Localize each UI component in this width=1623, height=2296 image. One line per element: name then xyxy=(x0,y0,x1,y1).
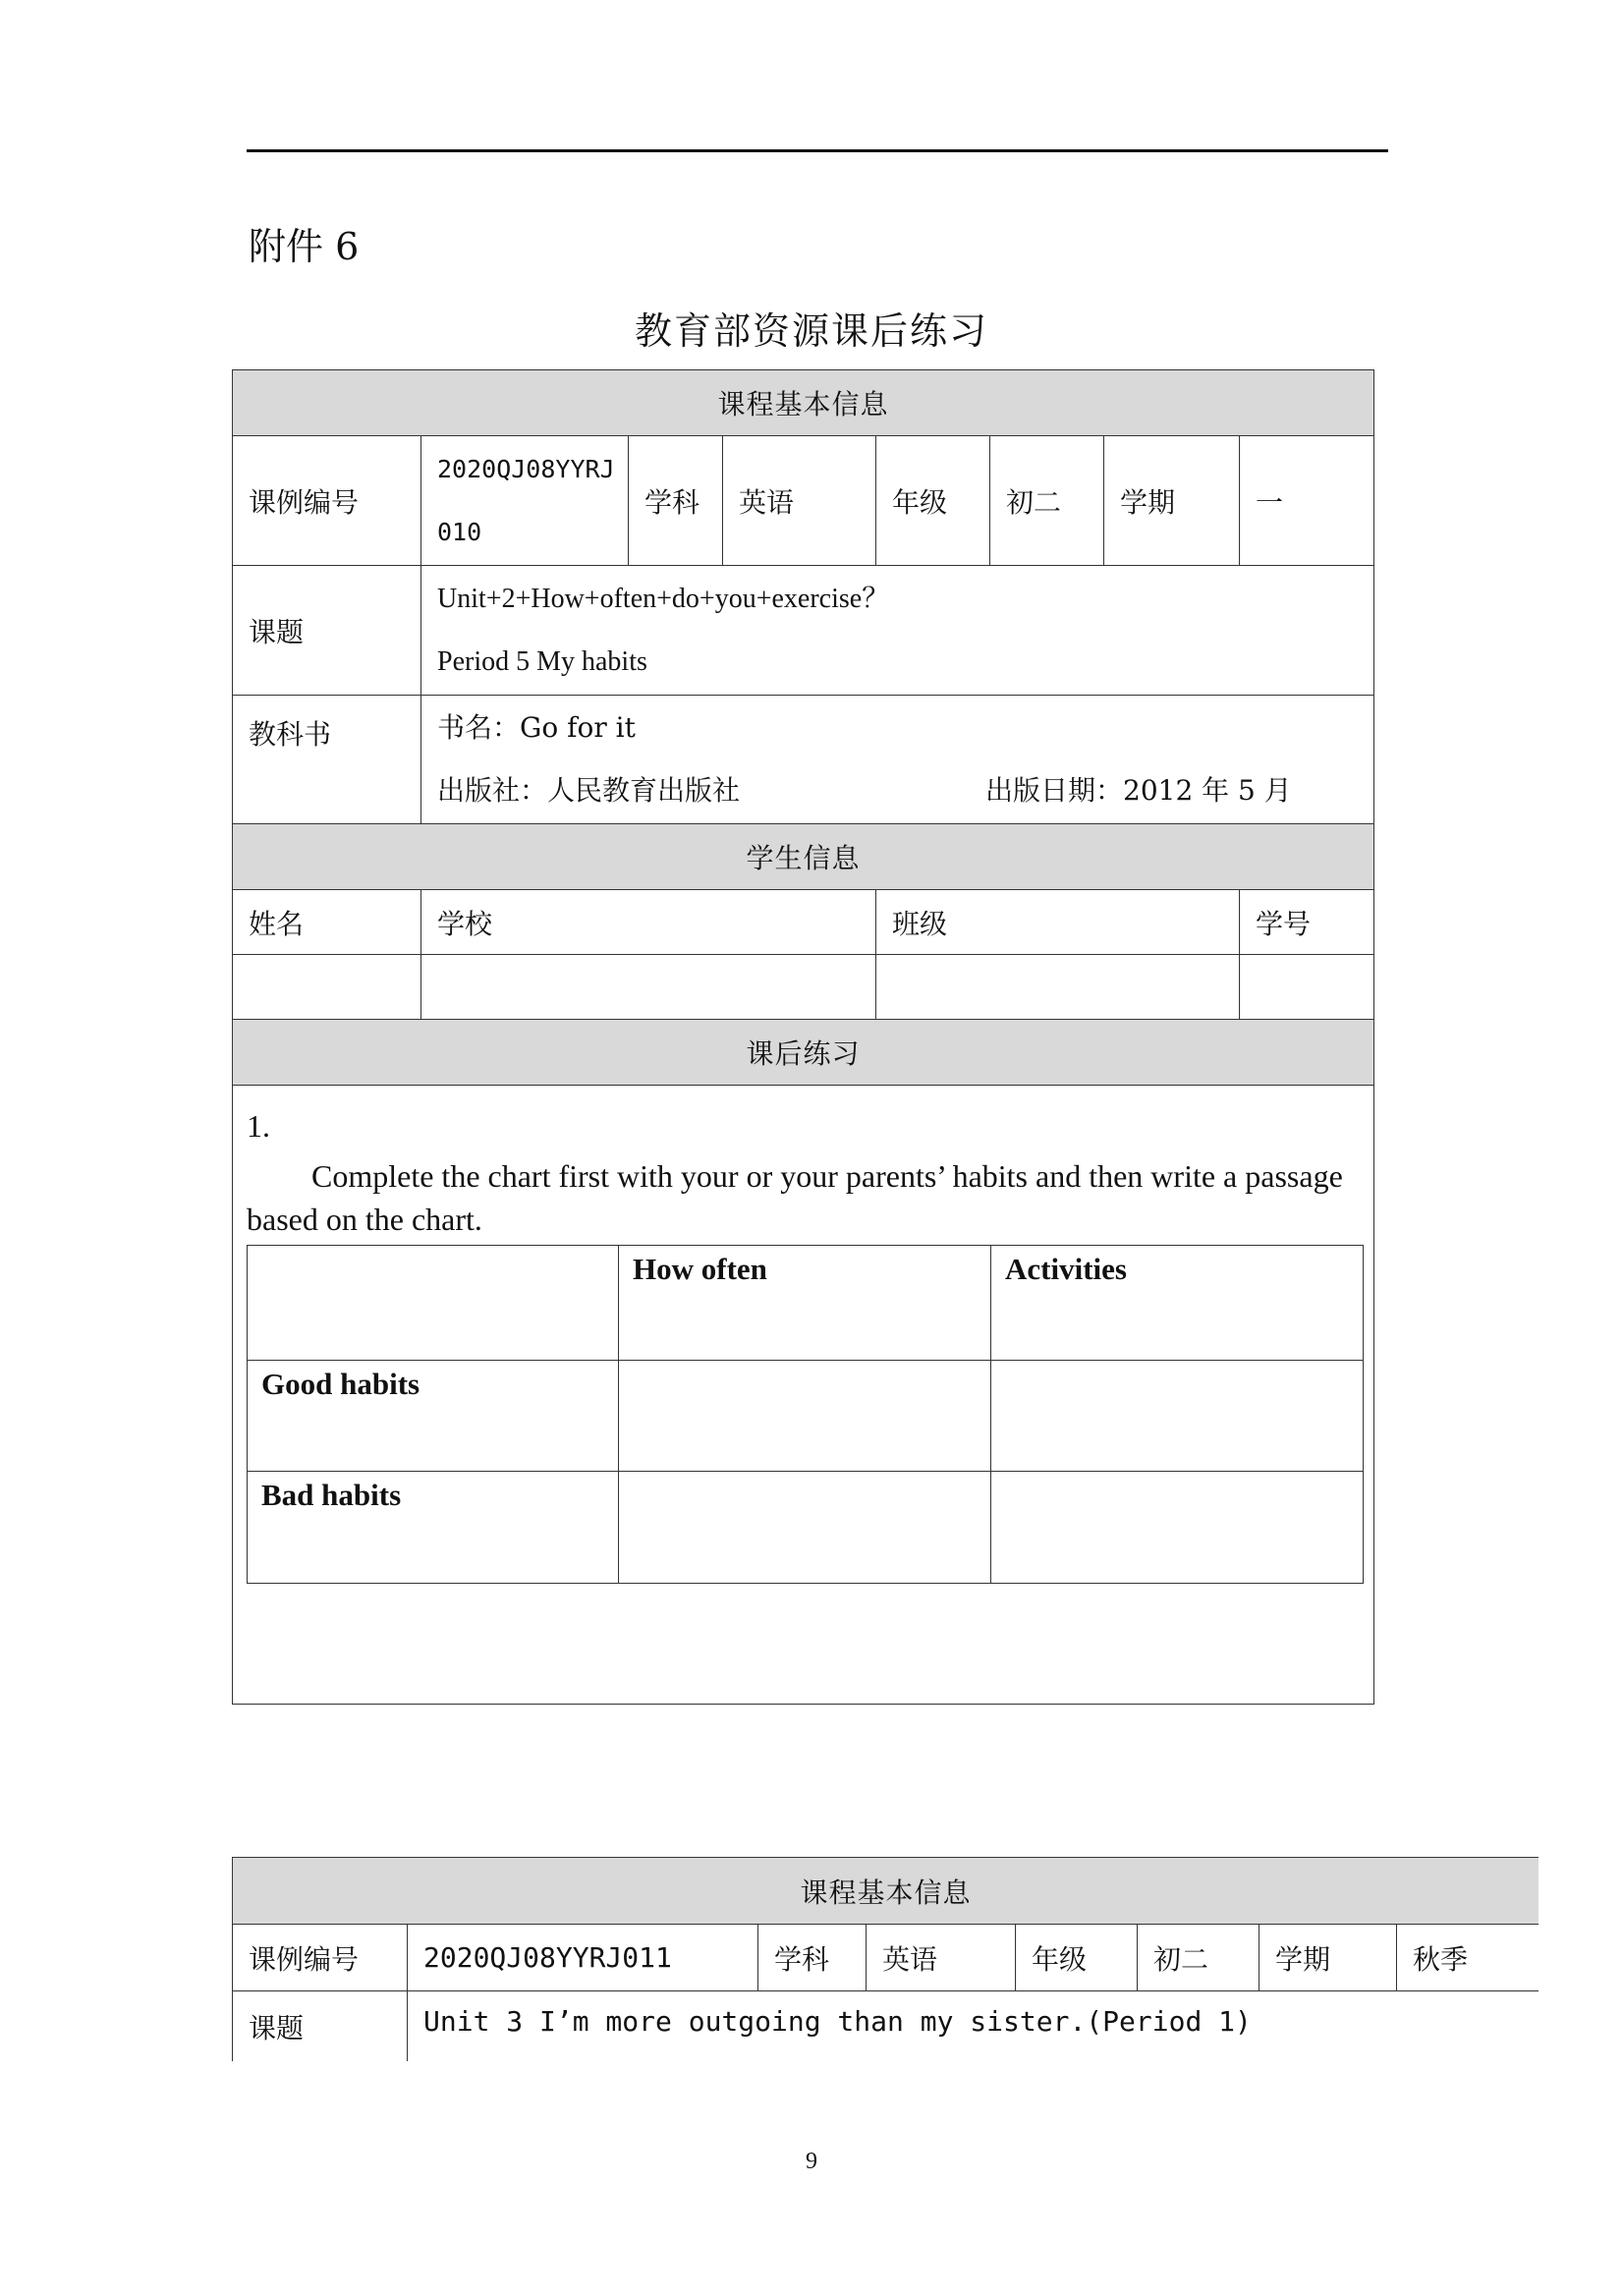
term-label: 学期 xyxy=(1104,436,1240,566)
chart-header-how-often: How often xyxy=(619,1246,991,1361)
class-label: 班级 xyxy=(876,890,1240,955)
school-label: 学校 xyxy=(421,890,876,955)
subject-label-2: 学科 xyxy=(758,1925,867,1991)
exercise-header: 课后练习 xyxy=(233,1020,1374,1086)
course-id-value-2: 2020QJ08YYRJ011 xyxy=(408,1925,758,1991)
topic-line1: Unit+2+How+often+do+you+exercise？ xyxy=(437,583,890,614)
course-id-label: 课例编号 xyxy=(233,436,421,566)
publisher: 出版社：人民教育出版社 xyxy=(437,774,741,807)
topic-value-2: Unit 3 I’m more outgoing than my sister.(Period 1) xyxy=(408,1991,1539,2062)
textbook-label: 教科书 xyxy=(233,696,421,824)
course-id-value xyxy=(421,436,629,566)
course-id-line1: 2020QJ08YYRJ xyxy=(437,454,615,483)
bad-habits-how-often-cell[interactable] xyxy=(619,1472,991,1584)
course-table-2-clip xyxy=(232,1857,1539,2061)
term-value-2: 秋季 xyxy=(1397,1925,1539,1991)
good-habits-activities-cell[interactable] xyxy=(991,1361,1364,1472)
chart-corner-cell xyxy=(248,1246,619,1361)
textbook-value xyxy=(421,696,1374,824)
course-table-2 xyxy=(232,1857,1539,2061)
term-value: 一 xyxy=(1240,436,1374,566)
bad-habits-activities-cell[interactable] xyxy=(991,1472,1364,1584)
topic-label-2: 课题 xyxy=(233,1991,408,2062)
grade-label: 年级 xyxy=(876,436,990,566)
name-label: 姓名 xyxy=(233,890,421,955)
course-info-header-2: 课程基本信息 xyxy=(233,1858,1539,1925)
topic-line2: Period 5 My habits xyxy=(437,645,647,677)
exercise-number: 1. xyxy=(247,1108,270,1144)
topic-label: 课题 xyxy=(233,566,421,696)
student-no-input[interactable] xyxy=(1240,955,1374,1020)
chart-row-bad-habits: Bad habits xyxy=(248,1472,619,1584)
student-info-header: 学生信息 xyxy=(233,824,1374,890)
subject-value: 英语 xyxy=(723,436,876,566)
exercise-cell xyxy=(233,1086,1374,1705)
document-title: 教育部资源课后练习 xyxy=(634,309,988,353)
good-habits-how-often-cell[interactable] xyxy=(619,1361,991,1472)
course-table-1 xyxy=(232,369,1374,1705)
subject-value-2: 英语 xyxy=(867,1925,1016,1991)
subject-label: 学科 xyxy=(629,436,723,566)
header-rule xyxy=(247,149,1388,152)
grade-value: 初二 xyxy=(990,436,1104,566)
course-id-label-2: 课例编号 xyxy=(233,1925,408,1991)
book-name: 书名：Go for it xyxy=(437,711,636,744)
annex-label: 附件 6 xyxy=(249,225,360,268)
name-input[interactable] xyxy=(233,955,421,1020)
grade-label-2: 年级 xyxy=(1016,1925,1138,1991)
student-no-label: 学号 xyxy=(1240,890,1374,955)
course-id-line2: 010 xyxy=(437,517,482,546)
publish-date: 出版日期：2012 年 5 月 xyxy=(985,774,1292,807)
school-input[interactable] xyxy=(421,955,876,1020)
chart-header-activities: Activities xyxy=(991,1246,1364,1361)
page-number: 9 xyxy=(806,2149,817,2174)
course-info-header: 课程基本信息 xyxy=(233,370,1374,436)
publisher-row xyxy=(437,759,1373,822)
chart-row-good-habits: Good habits xyxy=(248,1361,619,1472)
topic-value xyxy=(421,566,1374,696)
exercise-instructions: Complete the chart first with your or your parents’ habits and then write a passage based on the chart. xyxy=(247,1158,1343,1237)
term-label-2: 学期 xyxy=(1259,1925,1397,1991)
habits-chart xyxy=(247,1245,1364,1584)
class-input[interactable] xyxy=(876,955,1240,1020)
grade-value-2: 初二 xyxy=(1138,1925,1259,1991)
